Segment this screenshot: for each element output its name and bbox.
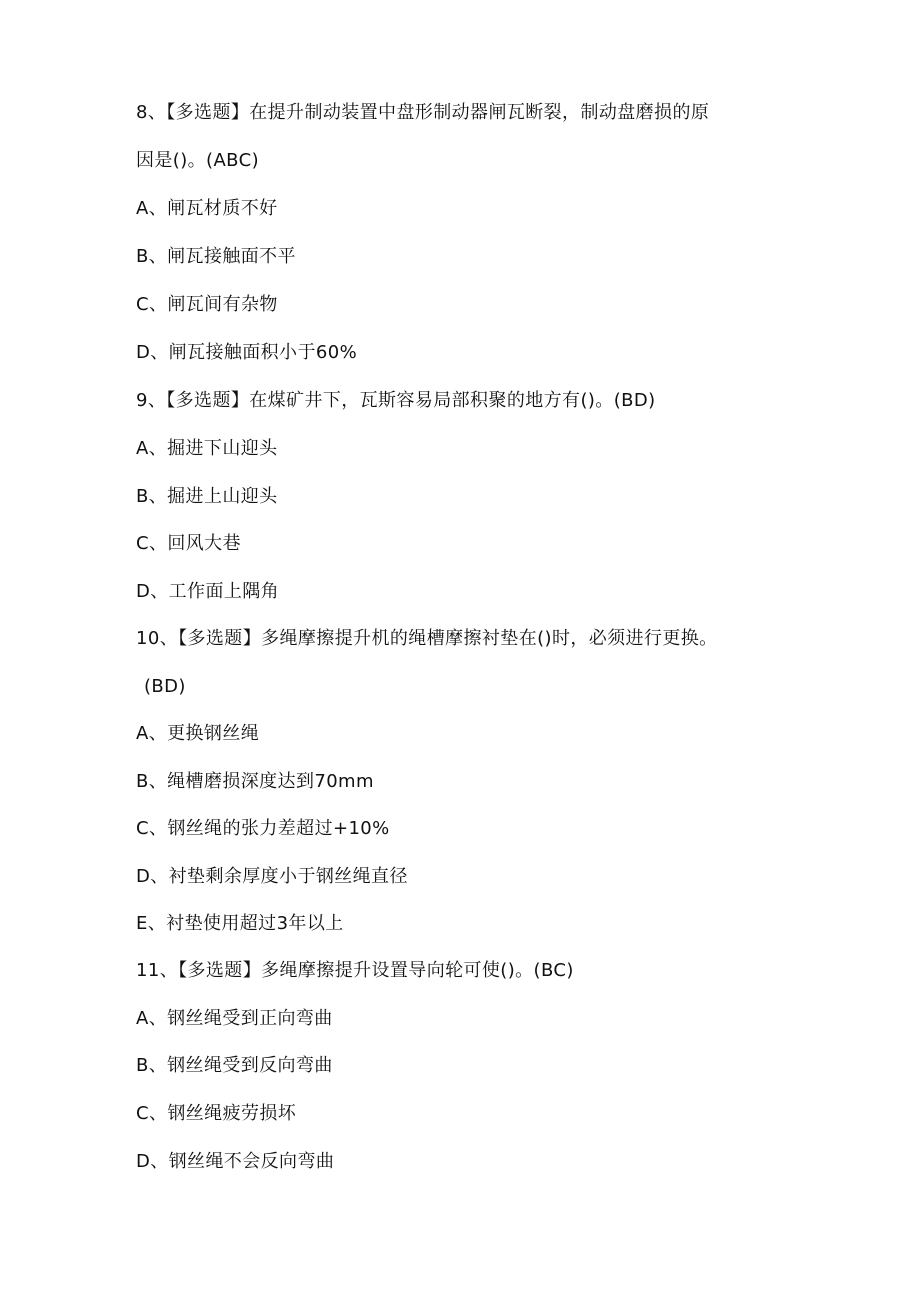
question-10-option-b: B、绳槽磨损深度达到70mm (136, 771, 374, 792)
question-10-option-d: D、衬垫剩余厚度小于钢丝绳直径 (136, 866, 408, 887)
question-8-prompt-line-2: 因是()。(ABC) (136, 150, 260, 171)
question-8-prompt-line-1: 8、【多选题】在提升制动装置中盘形制动器闸瓦断裂，制动盘磨损的原 (136, 102, 710, 123)
question-11-option-b: B、钢丝绳受到反向弯曲 (136, 1055, 333, 1076)
question-9-option-a: A、掘进下山迎头 (136, 438, 278, 459)
question-11-option-a: A、钢丝绳受到正向弯曲 (136, 1008, 333, 1029)
question-8-option-c: C、闸瓦间有杂物 (136, 294, 278, 315)
question-8-option-a: A、闸瓦材质不好 (136, 198, 278, 219)
question-11-option-d: D、钢丝绳不会反向弯曲 (136, 1151, 335, 1172)
question-10-option-c: C、钢丝绳的张力差超过+10% (136, 818, 390, 839)
question-9-prompt: 9、【多选题】在煤矿井下，瓦斯容易局部积聚的地方有()。(BD) (136, 390, 656, 411)
question-10-prompt-line-2: (BD) (144, 676, 186, 697)
question-9-option-b: B、掘进上山迎头 (136, 486, 278, 507)
question-9-option-c: C、回风大巷 (136, 533, 241, 554)
question-11-prompt: 11、【多选题】多绳摩擦提升设置导向轮可使()。(BC) (136, 960, 574, 981)
question-8-option-d: D、闸瓦接触面积小于60% (136, 342, 358, 363)
question-10-option-a: A、更换钢丝绳 (136, 723, 260, 744)
question-8-option-b: B、闸瓦接触面不平 (136, 246, 296, 267)
question-11-option-c: C、钢丝绳疲劳损坏 (136, 1103, 297, 1124)
question-10-option-e: E、衬垫使用超过3年以上 (136, 913, 344, 934)
question-9-option-d: D、工作面上隅角 (136, 581, 280, 602)
question-10-prompt-line-1: 10、【多选题】多绳摩擦提升机的绳槽摩擦衬垫在()时，必须进行更换。 (136, 628, 718, 649)
